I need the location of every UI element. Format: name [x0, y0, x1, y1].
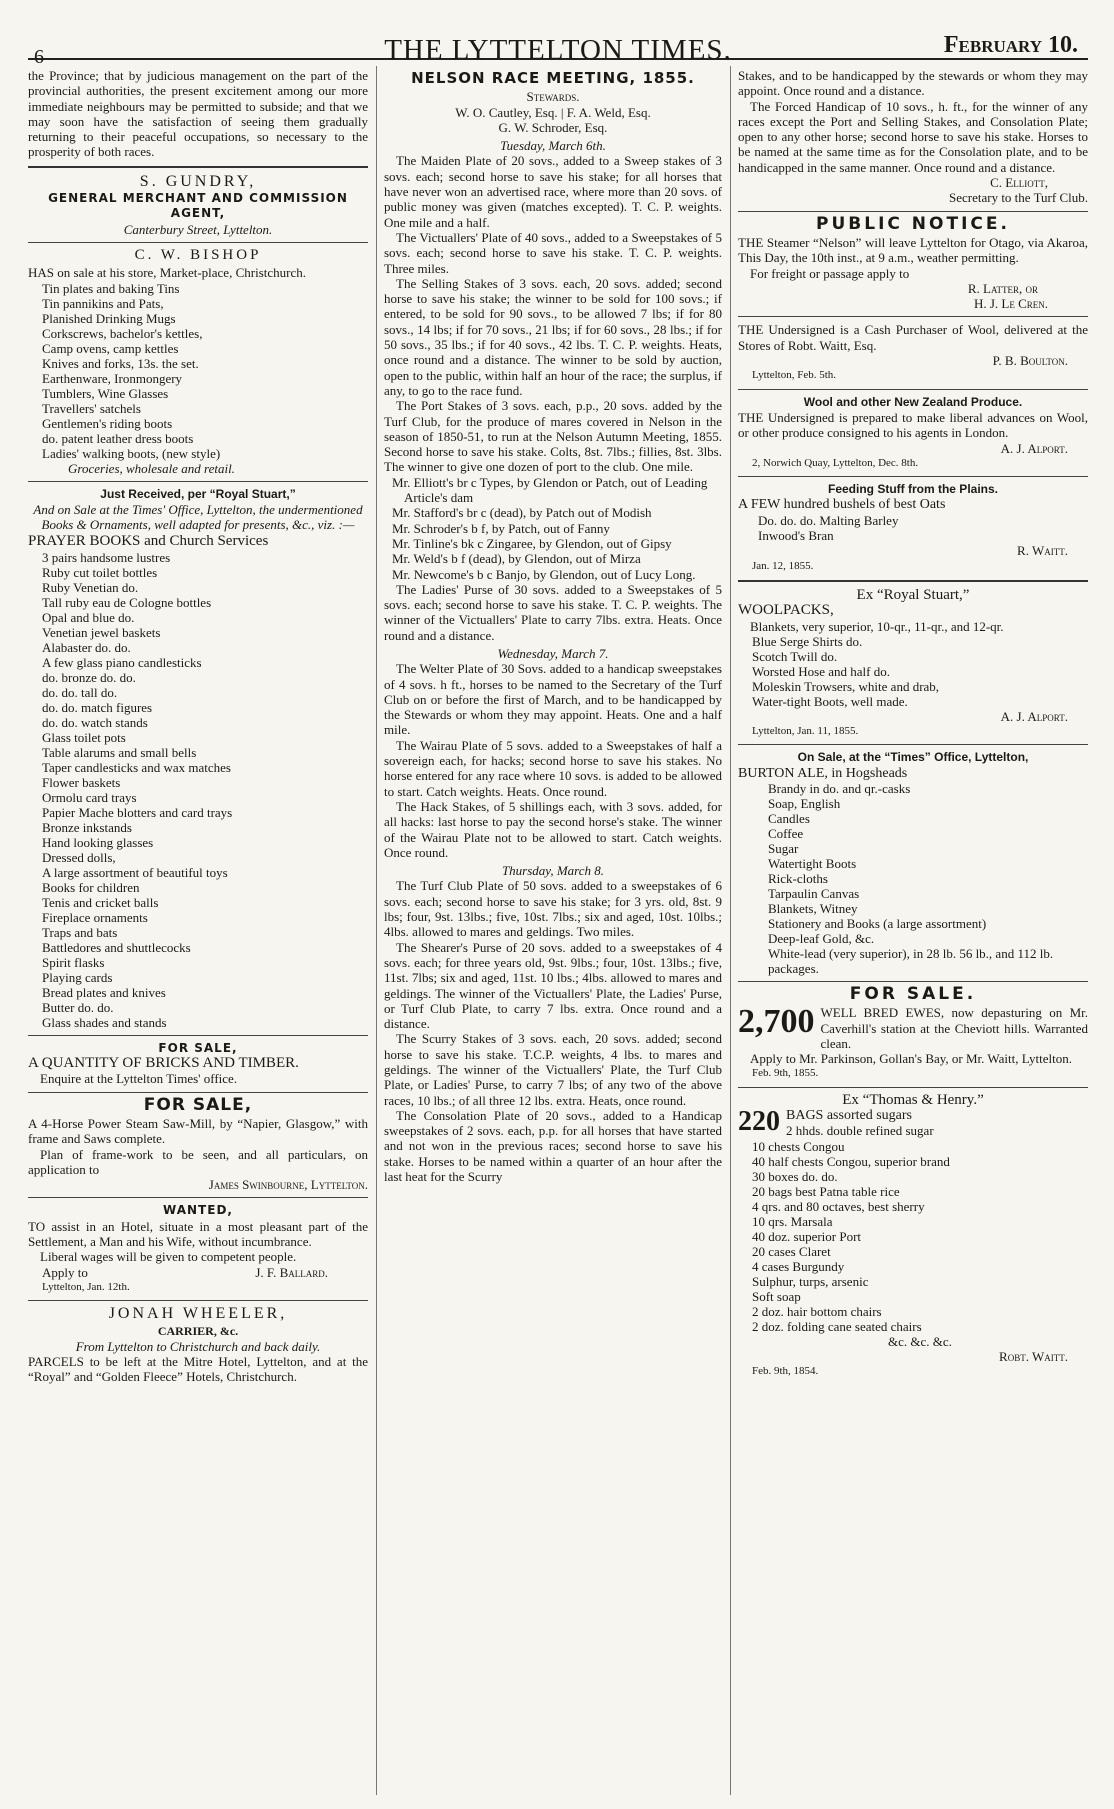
ewes-heading: FOR SALE. — [849, 983, 977, 1004]
woolpacks-dateline: Lyttelton, Jan. 11, 1855. — [752, 725, 859, 738]
list-item: Papier Mache blotters and card trays — [42, 804, 233, 820]
wheeler-text: PARCELS to be left at the Mitre Hotel, Lyttelton, and at the “Royal” and “Golden Fleece” Hotels, Christchurch. — [28, 1354, 368, 1385]
wanted-advert — [28, 1203, 368, 1295]
woolpacks-intro: WOOLPACKS, — [738, 602, 834, 619]
alport-wool-text: THE Undersigned is prepared to make liberal advances on Wool, or other produce consigned to his agents in London. — [738, 409, 1088, 441]
books-intro: PRAYER BOOKS and Church Services — [28, 533, 269, 550]
books-subheading: And on Sale at the Times' Office, Lyttelton, the undermentioned Books & Ornaments, well adapted for presents, &c., viz. :— — [33, 501, 363, 533]
forced-signer: C. Elliott, — [990, 175, 1048, 191]
divider — [28, 166, 368, 168]
thomas-henry-signer: Robt. Waitt. — [999, 1348, 1068, 1364]
list-item: Brandy in do. and qr.-casks — [768, 780, 911, 796]
list-item: Ormolu card trays — [42, 789, 137, 805]
page-number: 6 — [34, 46, 44, 68]
wheeler-trade: CARRIER, &c. — [157, 1323, 239, 1338]
race-paragraph: The Wairau Plate of 5 sovs. added to a Sweepstakes of half a sovereign each, for hacks; second horse to save his stakes. No horse entered for any race where 10 sovs. is added to be allowed to start. Catch weights. Heats. Once round. — [384, 737, 722, 799]
list-item: 10 qrs. Marsala — [752, 1213, 833, 1229]
column-rule-2 — [730, 66, 731, 1795]
books-heading: Just Received, per “Royal Stuart,” — [100, 486, 296, 501]
race-paragraph: The Turf Club Plate of 50 sovs. added to a sweepstakes of 6 sovs. each; second horse to save his stake; for 3 yrs. old, 8st. 9 lbs; four, 9st. 13lbs.; five, 10st. 7lbs.; six and aged, 10st. 10lbs.; 4lbs. allowed to mares and geldings. Two miles. — [384, 878, 722, 940]
divider — [28, 1300, 368, 1301]
bishop-intro: HAS on sale at his store, Market-place, Christchurch. — [28, 265, 306, 281]
list-item: Playing cards — [42, 969, 113, 985]
list-item: do. bronze do. do. — [42, 669, 136, 685]
list-item: 4 qrs. and 80 octaves, best sherry — [752, 1198, 925, 1214]
wool-cash-advert — [738, 322, 1088, 383]
bricks-text: A QUANTITY OF BRICKS AND TIMBER. — [28, 1055, 299, 1072]
divider — [28, 242, 368, 243]
bishop-name: C. W. BISHOP — [134, 246, 262, 263]
woolpacks-items — [738, 634, 1088, 709]
list-item: Venetian jewel baskets — [42, 624, 161, 640]
forced-role: Secretary to the Turf Club. — [948, 190, 1088, 206]
alport-wool-dateline: 2, Norwich Quay, Lyttelton, Dec. 8th. — [752, 456, 919, 469]
sawmill-advert — [28, 1094, 368, 1193]
wheeler-name: JONAH WHEELER, — [108, 1305, 288, 1323]
bricks-heading: FOR SALE, — [158, 1040, 238, 1055]
wheeler-advert — [28, 1306, 368, 1384]
list-item: Table alarums and small bells — [42, 744, 197, 760]
royal-stuart-books-advert — [28, 487, 368, 1030]
list-item: Taper candlesticks and wax matches — [42, 759, 231, 775]
list-item: Battledores and shuttlecocks — [42, 939, 191, 955]
divider — [738, 476, 1088, 477]
wanted-heading: WANTED, — [163, 1203, 233, 1218]
thomas-henry-intro-2: 2 hhds. double refined sugar — [786, 1123, 934, 1139]
list-item: Flower baskets — [42, 774, 121, 790]
bricks-advert — [28, 1041, 368, 1087]
bishop-advert — [28, 248, 368, 476]
ewes-advert — [738, 983, 1088, 1082]
list-item: Rick-cloths — [768, 870, 828, 886]
divider — [28, 1035, 368, 1036]
thursday-heading: Thursday, March 8. — [501, 863, 605, 879]
list-item: 40 half chests Congou, superior brand — [752, 1153, 950, 1169]
list-item: do. do. match figures — [42, 699, 153, 715]
list-item: Gentlemen's riding boots — [42, 415, 173, 431]
times-office-heading: On Sale, at the “Times” Office, Lyttelton, — [797, 750, 1029, 765]
list-item: White-lead (very superior), in 28 lb. 56 lb., and 112 lb. packages. — [768, 945, 1054, 976]
sawmill-signer: James Swinbourne, Lyttelton. — [208, 1177, 368, 1193]
times-office-intro: BURTON ALE, in Hogsheads — [738, 765, 908, 781]
list-item: Fireplace ornaments — [42, 909, 148, 925]
divider — [738, 389, 1088, 390]
list-item: Sulphur, turps, arsenic — [752, 1273, 869, 1289]
list-item: Scotch Twill do. — [752, 648, 838, 664]
stewards-line-1: W. O. Cautley, Esq. | F. A. Weld, Esq. — [455, 104, 651, 120]
list-item: Tin plates and baking Tins — [42, 280, 180, 296]
bishop-items — [28, 281, 368, 476]
race-continuation: Stakes, and to be handicapped by the stewards or whom they may appoint. Once round and a distance. — [738, 68, 1088, 99]
thomas-henry-advert — [738, 1093, 1088, 1379]
books-items — [28, 550, 368, 1030]
tuesday-heading: Tuesday, March 6th. — [500, 138, 606, 154]
race-entry: Mr. Tinline's bk c Zingaree, by Glendon, out of Gipsy — [392, 535, 672, 551]
thomas-henry-heading: Ex “Thomas & Henry.” — [842, 1091, 984, 1108]
gundry-name: S. GUNDRY, — [139, 172, 257, 190]
times-office-items — [738, 781, 1088, 976]
stewards-line-2: G. W. Schroder, Esq. — [498, 119, 608, 135]
race-entry: Mr. Schroder's b f, by Patch, out of Fanny — [392, 520, 610, 536]
list-item: Planished Drinking Mugs — [42, 310, 176, 326]
list-item: 2 doz. folding cane seated chairs — [752, 1318, 922, 1334]
list-item: Worsted Hose and half do. — [752, 663, 890, 679]
divider — [28, 1197, 368, 1198]
divider — [738, 981, 1088, 982]
alport-wool-advert — [738, 395, 1088, 471]
list-item: Opal and blue do. — [42, 609, 135, 625]
list-item: Books for children — [42, 879, 140, 895]
list-item: Knives and forks, 13s. the set. — [42, 355, 199, 371]
alport-wool-signer: A. J. Alport. — [1000, 440, 1068, 456]
wanted-apply: Apply to — [42, 1264, 88, 1280]
list-item: Candles — [768, 810, 810, 826]
list-item: Earthenware, Ironmongery — [42, 370, 183, 386]
wanted-text: TO assist in an Hotel, situate in a most pleasant part of the Settlement, a Man and his Wife, without incumbrance. — [28, 1218, 368, 1250]
race-paragraph: The Consolation Plate of 20 sovs., added to a Handicap sweepstakes of 2 sovs. each, p.p. for all horses that have started and not won in the previous races; second horse to save his stake. Horses to be named within a quarter of an hour after the last heat for the Scurry — [384, 1107, 722, 1185]
list-item: Bread plates and knives — [42, 984, 166, 1000]
list-item: Deep-leaf Gold, &c. — [768, 930, 875, 946]
list-item: Soap, English — [768, 795, 841, 811]
ewes-dateline: Feb. 9th, 1855. — [752, 1067, 819, 1080]
list-item: Corkscrews, bachelor's kettles, — [42, 325, 203, 341]
thomas-henry-intro: BAGS assorted sugars — [786, 1108, 912, 1124]
list-item: Glass toilet pots — [42, 729, 126, 745]
times-office-advert — [738, 750, 1088, 976]
column-rule-1 — [376, 66, 377, 1795]
feeding-text: A FEW hundred bushels of best Oats — [738, 497, 946, 513]
race-paragraph: The Port Stakes of 3 sovs. each, p.p., 20 sovs. added by the Turf Club, for the produce of mares covered in Nelson in the season of 1850-51, to run at the Nelson Autumn Meeting, 1855. Second horse to save his stake. Colts, 8st. 7lbs.; fillies, 8st. 3lbs. The winner to give one dozen of port to the club. One mile. — [384, 398, 722, 475]
list-item: Ruby Venetian do. — [42, 579, 139, 595]
wool-cash-text: THE Undersigned is a Cash Purchaser of Wool, delivered at the Stores of Robt. Waitt, Esq. — [738, 322, 1088, 353]
list-item: Ruby cut toilet bottles — [42, 564, 158, 580]
issue-date: February 10. — [943, 32, 1078, 58]
ewes-number: 2,700 — [738, 1003, 815, 1041]
list-item: &c. &c. &c. — [888, 1333, 952, 1349]
list-item: Water-tight Boots, well made. — [752, 693, 908, 709]
race-paragraph: The Selling Stakes of 3 sovs. each, 20 sovs. added; second horse to save his stake; the winner to be sold for 100 sovs.; if entered, to be sold for 90 sovs., to be allowed 7 lbs; if for 80 sovs., 14 lbs; if for 70 sovs., 21 lbs; if for 60 sovs., 28 lbs.; if for 50 sovs., 35 lbs.; if for 40 sovs., 42 lbs. T. C. P. weights. Heats, once round and a distance. The winner to be sold by auction, open to the public, within half an hour of the race; the surplus, if any, to go to the race fund. — [384, 275, 722, 398]
column-2 — [384, 68, 722, 1799]
race-entry: Mr. Stafford's br c (dead), by Patch out of Modish — [392, 505, 652, 521]
list-item: Tall ruby eau de Cologne bottles — [42, 594, 212, 610]
wool-cash-signer: P. B. Boulton. — [992, 353, 1068, 369]
woolpacks-signer: A. J. Alport. — [1000, 708, 1068, 724]
divider — [28, 1092, 368, 1093]
list-item: do. do. watch stands — [42, 714, 148, 730]
list-item: Tumblers, Wine Glasses — [42, 385, 169, 401]
race-paragraph: The Scurry Stakes of 3 sovs. each, 20 sovs. added; second horse to save his stake. T.C.P. weights, 4 lbs. to mares and geldings. The winner of the Victuallers' Plate, the Turf Club Plate, or Ladies' Purse, to carry 7 lbs; of any two of the above races, 10 lbs.; of all three 12 lbs. extra. Heats, once round. — [384, 1031, 722, 1108]
royal-stuart-heading: Ex “Royal Stuart,” — [856, 586, 970, 603]
list-item: Travellers' satchels — [42, 400, 141, 416]
list-item: 3 pairs handsome lustres — [42, 549, 171, 565]
gundry-trade: GENERAL MERCHANT AND COMMISSION AGENT, — [48, 191, 348, 221]
list-item: Sugar — [768, 840, 799, 856]
list-item: do. do. tall do. — [42, 684, 118, 700]
list-item: Bronze inkstands — [42, 819, 132, 835]
list-item: Blue Serge Shirts do. — [752, 633, 863, 649]
list-item: 30 boxes do. do. — [752, 1168, 838, 1184]
masthead — [28, 18, 1088, 68]
race-entry: Mr. Weld's b f (dead), by Glendon, out of Mirza — [392, 551, 641, 567]
list-item: Alabaster do. do. — [42, 639, 131, 655]
public-notice-signer-2: H. J. Le Cren. — [973, 296, 1048, 312]
list-item: do. patent leather dress boots — [42, 430, 194, 446]
sawmill-heading: FOR SALE, — [143, 1094, 253, 1115]
column-3 — [738, 68, 1088, 1799]
list-item: A few glass piano candlesticks — [42, 654, 202, 670]
list-item: Coffee — [768, 825, 804, 841]
list-item: Tin pannikins and Pats, — [42, 295, 164, 311]
divider — [738, 580, 1088, 582]
race-paragraph: The Hack Stakes, of 5 shillings each, with 3 sovs. added, for all hacks: last horse to pay the second horse's stake. The winner of the Wairau Plate not to be allowed to start. Catch weights. Once round. — [384, 798, 722, 860]
sawmill-text2: Plan of frame-work to be seen, and all particulars, on application to — [28, 1146, 368, 1177]
list-item: Tenis and cricket balls — [42, 894, 159, 910]
public-notice-signer-1: R. Latter, or — [967, 280, 1038, 296]
list-item: Dressed dolls, — [42, 849, 116, 865]
list-item: 4 cases Burgundy — [752, 1258, 845, 1274]
wanted-signer: J. F. Ballard. — [255, 1264, 328, 1280]
list-item: A large assortment of beautiful toys — [42, 864, 228, 880]
race-paragraph: The Victuallers' Plate of 40 sovs., added to a Sweepstakes of 5 sovs. each; second horse to save his stake. T. C. P. weights. Three miles. — [384, 229, 722, 276]
list-item: Stationery and Books (a large assortment) — [768, 915, 987, 931]
alport-wool-heading: Wool and other New Zealand Produce. — [803, 394, 1023, 409]
woolpacks-intro-2: Blankets, very superior, 10-qr., 11-qr., and 12-qr. — [750, 618, 1004, 634]
divider — [28, 481, 368, 482]
forced-handicap: The Forced Handicap of 10 sovs., h. ft., for the winner of any races except the Port and Selling Stakes, and Consolation Plate; open to any other horse; second horse to save his stake. Horses to be named at the same time as for the Consolation plate, and to be handicapped in the same manner. Once round and a distance. — [738, 98, 1088, 175]
stewards-heading: Stewards. — [526, 89, 580, 105]
feeding-heading: Feeding Stuff from the Plains. — [827, 482, 998, 497]
feeding-dateline: Jan. 12, 1855. — [752, 559, 814, 572]
thomas-henry-number: 220 — [738, 1106, 780, 1138]
list-item: 20 bags best Patna table rice — [752, 1183, 900, 1199]
list-item: 2 doz. hair bottom chairs — [752, 1303, 882, 1319]
wanted-text2: Liberal wages will be given to competent people. — [40, 1249, 297, 1265]
royal-stuart-wool-advert — [738, 588, 1088, 739]
list-item: Tarpaulin Canvas — [768, 885, 860, 901]
list-item: Blankets, Witney — [768, 900, 858, 916]
divider — [738, 744, 1088, 745]
race-paragraph: The Ladies' Purse of 30 sovs. added to a Sweepstakes of 5 sovs. each; second horse to save his stake. T. C. P. weights. The winner of the Victuallers' Plate to carry 7lbs. extra. Heats. Once round and a distance. — [384, 581, 722, 643]
thomas-henry-dateline: Feb. 9th, 1854. — [752, 1364, 819, 1377]
race-meeting-title: NELSON RACE MEETING, 1855. — [411, 69, 695, 87]
list-item: Hand looking glasses — [42, 834, 154, 850]
public-notice-text: THE Steamer “Nelson” will leave Lyttelton for Otago, via Akaroa, This Day, the 10th inst., at 9 a.m., weather permitting. — [738, 234, 1088, 266]
list-item: Glass shades and stands — [42, 1014, 167, 1030]
feeding-line-3: Inwood's Bran — [758, 528, 834, 544]
wool-cash-dateline: Lyttelton, Feb. 5th. — [752, 369, 837, 382]
column-1 — [28, 68, 368, 1799]
list-item: Butter do. do. — [42, 999, 114, 1015]
wanted-dateline: Lyttelton, Jan. 12th. — [42, 1280, 130, 1293]
public-notice-text2: For freight or passage apply to — [750, 265, 910, 281]
divider — [738, 1087, 1088, 1088]
editorial-continuation: the Province; that by judicious management on the part of the provincial authorities, the present excitement among our more immediate neighbours may be permitted to subside; and that we may soon have the satisfaction of seeing them gradually returning to their peaceful occupations, so necessary to the prosperity of both races. — [28, 68, 368, 160]
race-entry: Mr. Newcome's b c Banjo, by Glendon, out of Lucy Long. — [392, 566, 696, 582]
race-paragraph: The Maiden Plate of 20 sovs., added to a Sweep stakes of 3 sovs. each; second horse to save his stake; for all horses that have never won an advertised race, where more than 20 sovs. of public money was given (matches excepted). T. C. P. weights. One mile and a half. — [384, 153, 722, 230]
list-item: Moleskin Trowsers, white and drab, — [752, 678, 940, 694]
list-item: Soft soap — [752, 1288, 801, 1304]
list-item: 40 doz. superior Port — [752, 1228, 862, 1244]
list-item: 10 chests Congou — [752, 1138, 845, 1154]
list-item: Spirit flasks — [42, 954, 105, 970]
list-item: Ladies' walking boots, (new style) — [42, 445, 221, 461]
feeding-stuff-advert — [738, 482, 1088, 574]
gundry-advert — [28, 174, 368, 237]
feeding-line-2: Do. do. do. Malting Barley — [758, 512, 899, 528]
list-item: Watertight Boots — [768, 855, 857, 871]
divider — [738, 316, 1088, 317]
bricks-note: Enquire at the Lyttelton Times' office. — [40, 1071, 238, 1087]
wheeler-route: From Lyttelton to Christchurch and back daily. — [75, 1338, 321, 1354]
race-paragraph: The Welter Plate of 30 Sovs. added to a handicap sweepstakes of 4 sovs. h ft., horses to be named to the Secretary of the Turf Club on or before the first of March, and to be handicapped by the Stewards or whom they may appoint. Heats. One and a half mile. — [384, 661, 722, 738]
thomas-henry-items — [738, 1139, 1088, 1349]
newspaper-title: THE LYTTELTON TIMES. — [384, 34, 732, 66]
list-item: Traps and bats — [42, 924, 118, 940]
gundry-address: Canterbury Street, Lyttelton. — [123, 221, 273, 237]
ewes-text: WELL BRED EWES, now depasturing on Mr. Caverhill's station at the Cheviott hills. Warranted clean. — [820, 1005, 1088, 1051]
race-entry: Mr. Elliott's br c Types, by Glendon or Patch, out of Leading Article's dam — [392, 474, 708, 506]
public-notice-advert — [738, 213, 1088, 312]
feeding-signer: R. Waitt. — [1017, 543, 1068, 559]
sawmill-text: A 4-Horse Power Steam Saw-Mill, by “Napier, Glasgow,” with frame and Saws complete. — [28, 1115, 368, 1147]
public-notice-heading: PUBLIC NOTICE. — [816, 213, 1010, 234]
divider — [738, 211, 1088, 212]
list-item: Camp ovens, camp kettles — [42, 340, 179, 356]
list-item: Groceries, wholesale and retail. — [68, 460, 235, 476]
wednesday-heading: Wednesday, March 7. — [497, 645, 609, 661]
list-item: 20 cases Claret — [752, 1243, 831, 1259]
ewes-text-2: Apply to Mr. Parkinson, Gollan's Bay, or Mr. Waitt, Lyttelton. — [750, 1051, 1072, 1067]
race-paragraph: The Shearer's Purse of 20 sovs. added to a sweepstakes of 4 sovs. each; for three years old, 9st. 9lbs.; four, 10st. 13lbs.; five, 11st. 7lbs; six and aged, 11st. 10 lbs.; 4lbs. allowed to mares and geldings. The winner of the Victuallers' Plate, the Ladies' Purse, or Turf Club Plate, to carry 7 lbs. extra. Once round and a distance. — [384, 939, 722, 1032]
